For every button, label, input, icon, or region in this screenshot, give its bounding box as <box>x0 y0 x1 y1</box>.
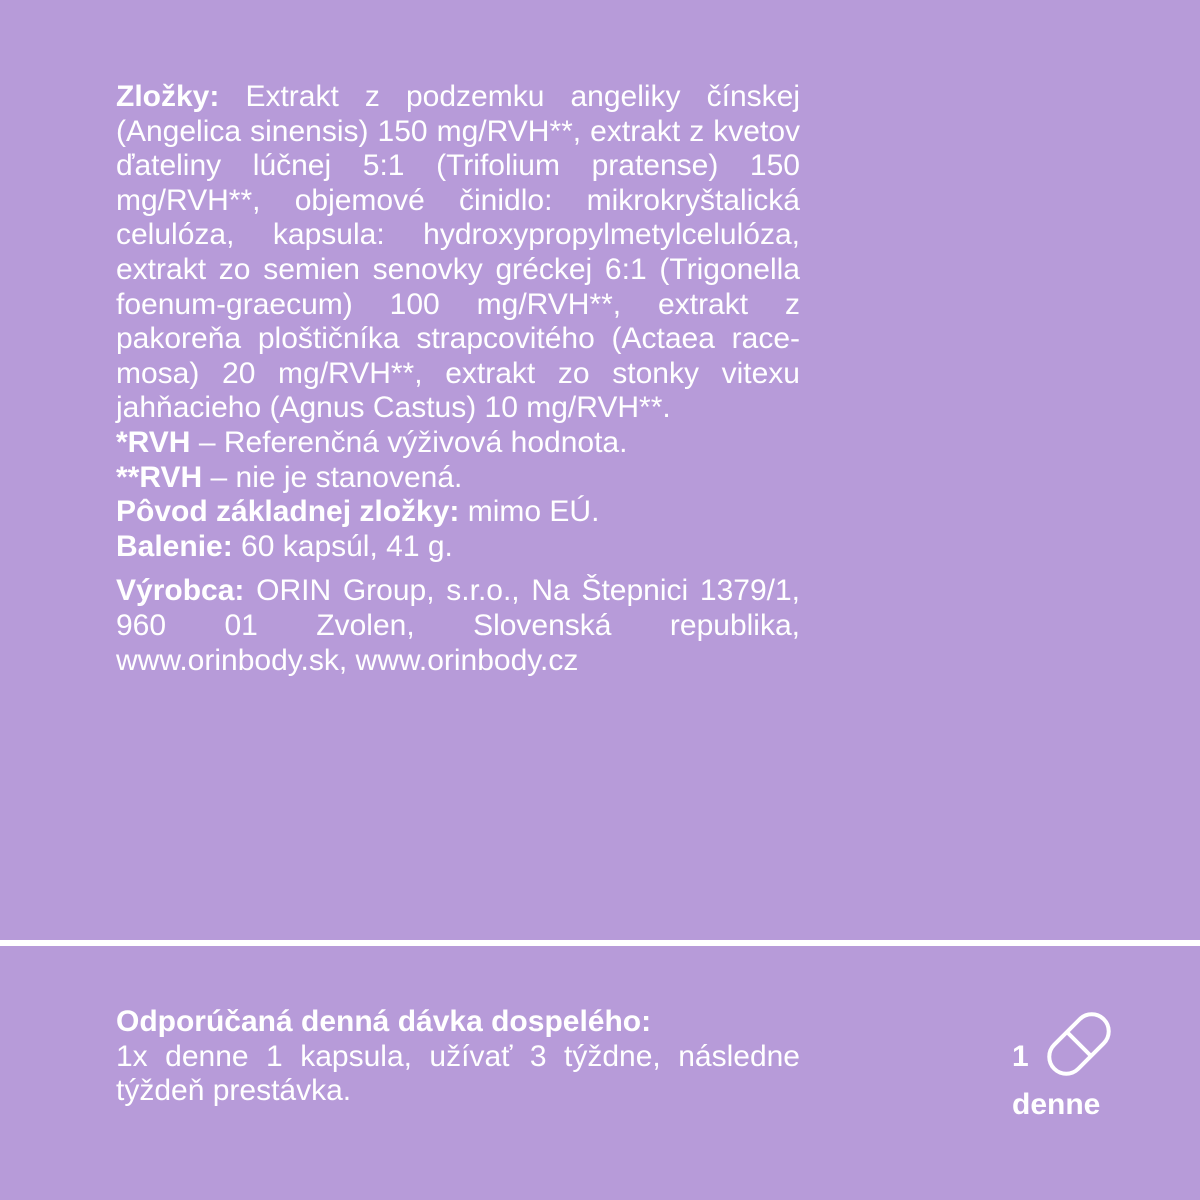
origin-line <box>116 495 800 530</box>
ingredients-text: Extrakt z podzemku angeliky čínskej (Angelica sinensis) 150 mg/RVH**, extrakt z kvetov ďateliny lúčnej 5:1 (Trifolium pratense) 150 mg/RVH**, objemové činidlo: mikrokryštalická celulóza, kapsula: hydroxypropylmetylcelulóza, extrakt zo semien senovky gréckej 6:1 (Trigonella foenum-graecum) 100 mg/RVH**, extrakt z pakoreňa ploštičníka strapcovitého (Actaea racemosa) 20 mg/RVH**, extrakt zo stonky vitexu jahňacieho (Agnus Castus) 10 mg/RVH**. <box>116 80 800 425</box>
section-divider <box>0 940 1200 946</box>
capsule-icon <box>1040 1005 1118 1083</box>
ingredients-label: Zložky: <box>116 80 220 113</box>
rvh-note-2-text: – nie je stanovená. <box>202 460 463 494</box>
dosage-label: Odporúčaná denná dávka dospelého: <box>116 1005 652 1038</box>
origin-value: mimo EÚ. <box>459 495 600 529</box>
package-line <box>116 530 800 565</box>
rvh-note-2 <box>116 461 800 496</box>
daily-count: 1 <box>1012 1040 1029 1073</box>
dosage-paragraph <box>116 1005 800 1109</box>
rvh-note-2-label: **RVH <box>116 460 203 494</box>
rvh-note-1-label: *RVH <box>116 425 191 459</box>
dosage-section <box>116 1005 800 1109</box>
dosage-text: 1x denne 1 kapsula, užívať 3 týždne, následne týždeň prestávka. <box>116 1039 800 1108</box>
manufacturer-label: Výrobca: <box>116 574 245 608</box>
origin-label: Pôvod základnej zložky: <box>116 495 460 529</box>
rvh-note-1 <box>116 426 800 461</box>
package-value: 60 kapsúl, 41 g. <box>232 529 453 563</box>
ingredients-section <box>116 80 800 678</box>
package-label: Balenie: <box>116 529 233 563</box>
manufacturer-line <box>116 574 800 678</box>
manufacturer-value: ORIN Group, s.r.o., Na Štepnici 1379/1, 960 01 Zvolen, Slovenská republika, www.orinbody.sk, www.orinbody.cz <box>116 574 800 677</box>
rvh-note-1-text: – Referenčná výživová hodnota. <box>190 425 628 459</box>
ingredients-paragraph <box>116 80 800 426</box>
daily-unit: denne <box>1012 1088 1101 1121</box>
